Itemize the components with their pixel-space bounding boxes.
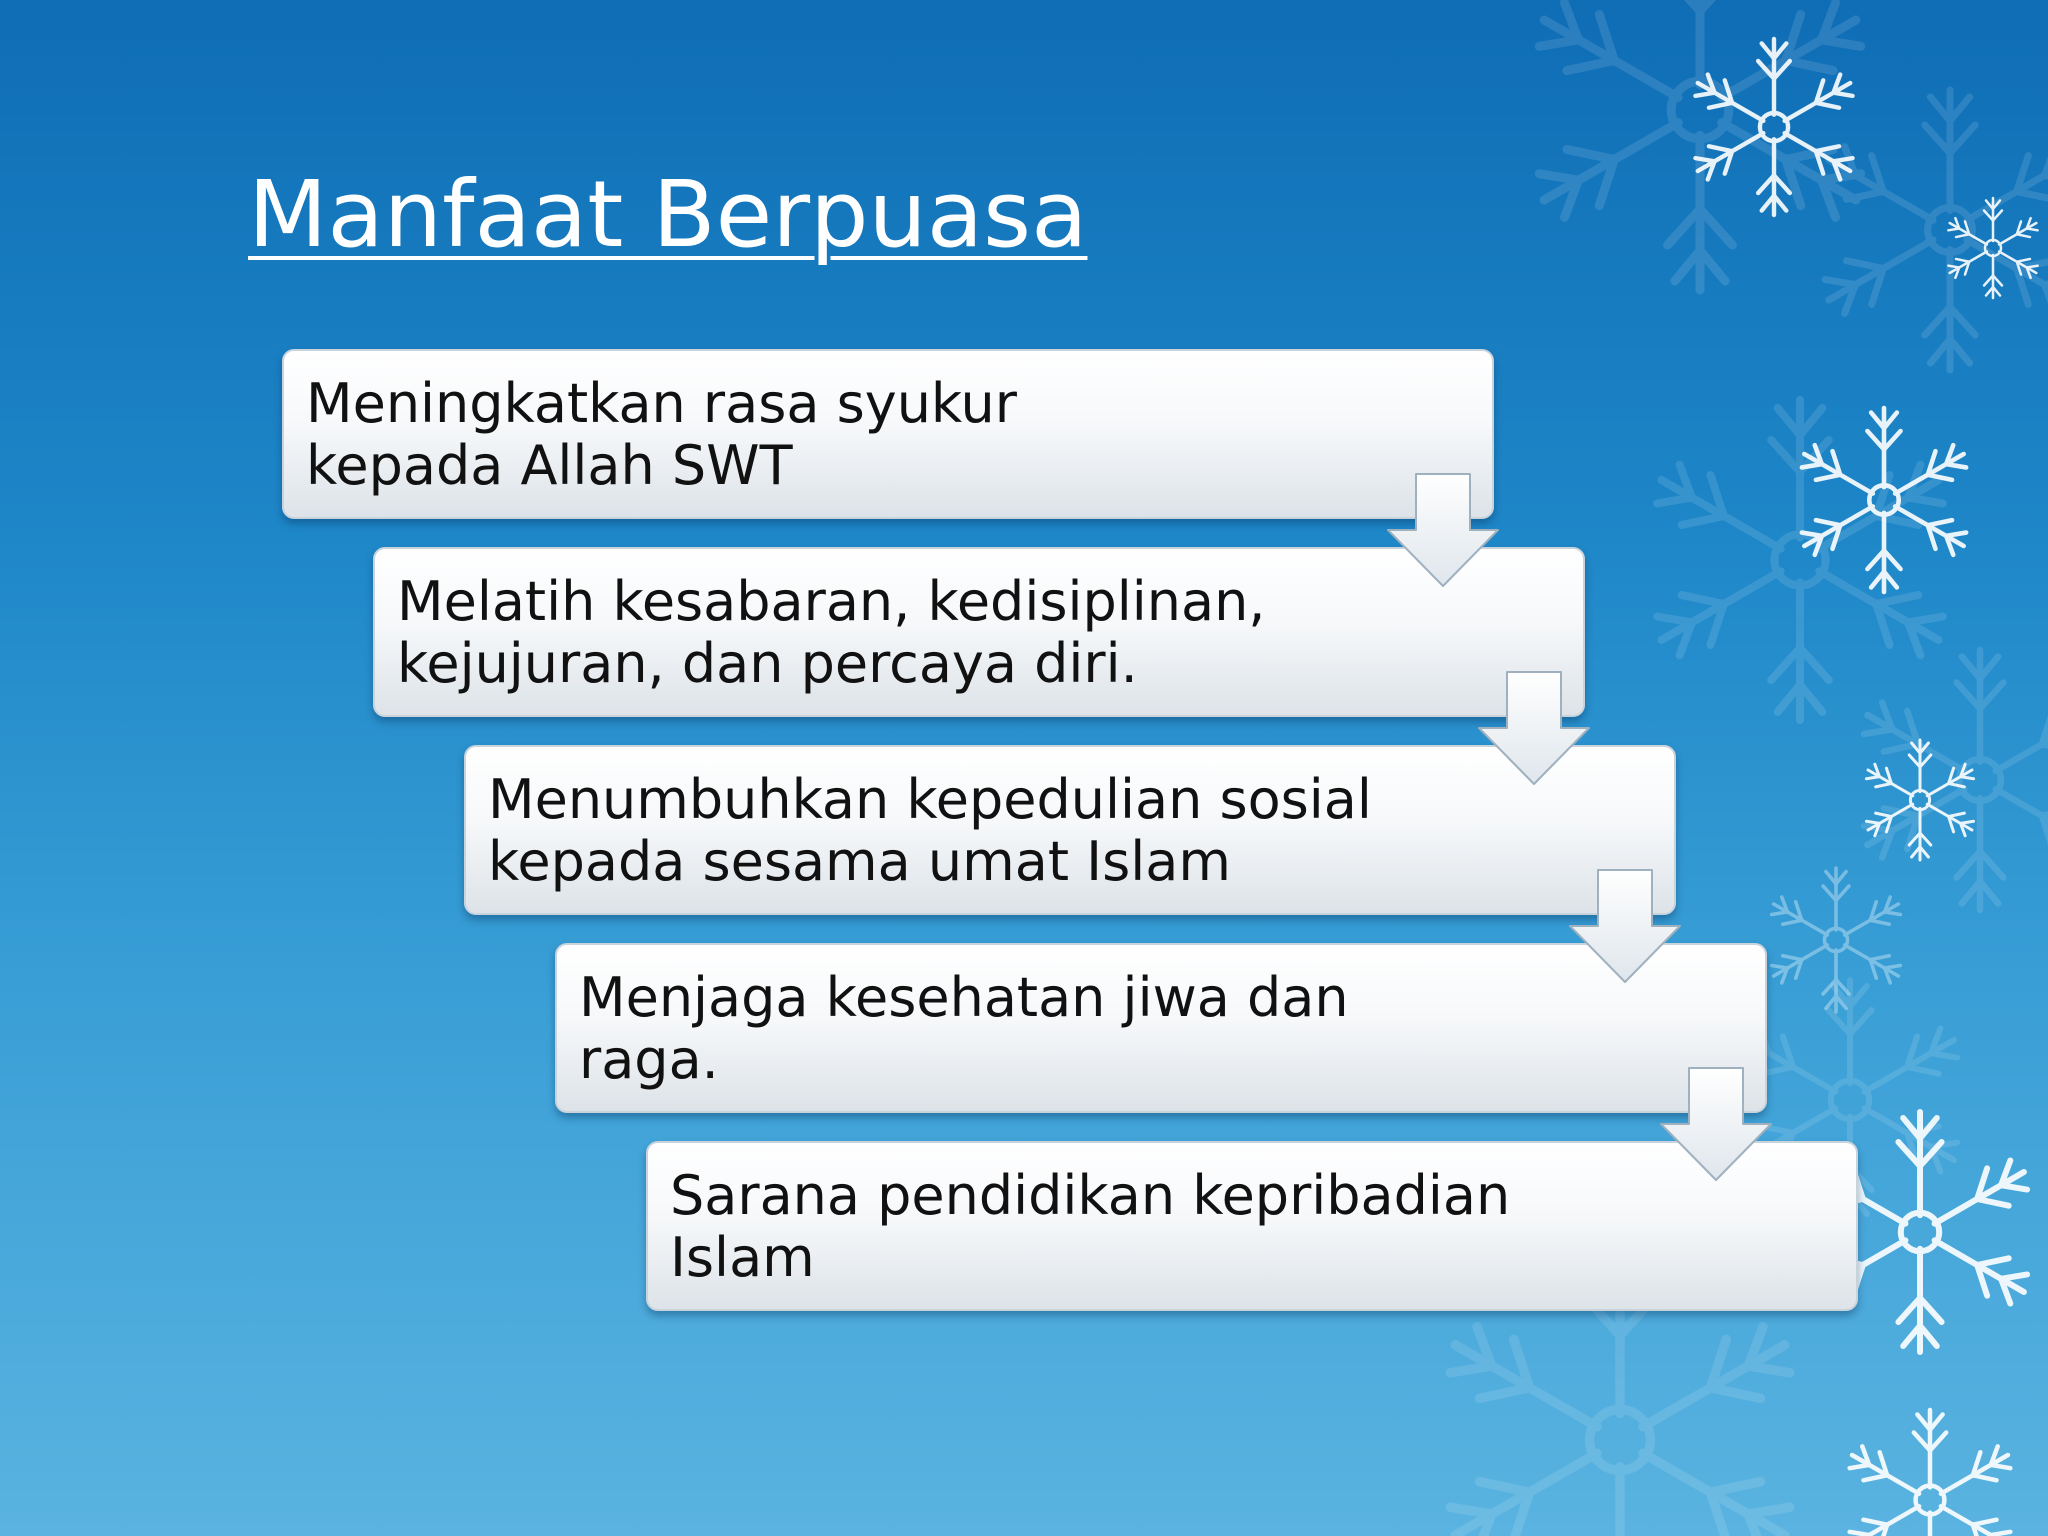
- step-text-1: Meningkatkan rasa syukur kepada Allah SWT: [306, 372, 1017, 497]
- snowflake-icon: [1863, 740, 1978, 860]
- step-text-2: Melatih kesabaran, kedisiplinan, kejujuran, dan percaya diri.: [397, 570, 1266, 695]
- snowflake-icon: [1767, 868, 1905, 1012]
- arrow-down-icon: [1566, 868, 1684, 986]
- arrow-down-icon: [1657, 1066, 1775, 1184]
- arrow-down-icon: [1384, 472, 1502, 590]
- snowflake-icon: [1528, 0, 1872, 290]
- slide-title: Manfaat Berpuasa: [248, 161, 1088, 268]
- step-text-3: Menumbuhkan kepedulian sosial kepada sesama umat Islam: [488, 768, 1372, 893]
- snowflake-icon: [1844, 1410, 2016, 1536]
- step-box-1: [282, 349, 1494, 519]
- step-text-5: Sarana pendidikan kepribadian Islam: [670, 1164, 1511, 1289]
- arrow-down-icon: [1475, 670, 1593, 788]
- snowflake-icon: [1647, 400, 1953, 720]
- snowflake-icon: [1816, 90, 2048, 370]
- step-text-4: Menjaga kesehatan jiwa dan raga.: [579, 966, 1349, 1091]
